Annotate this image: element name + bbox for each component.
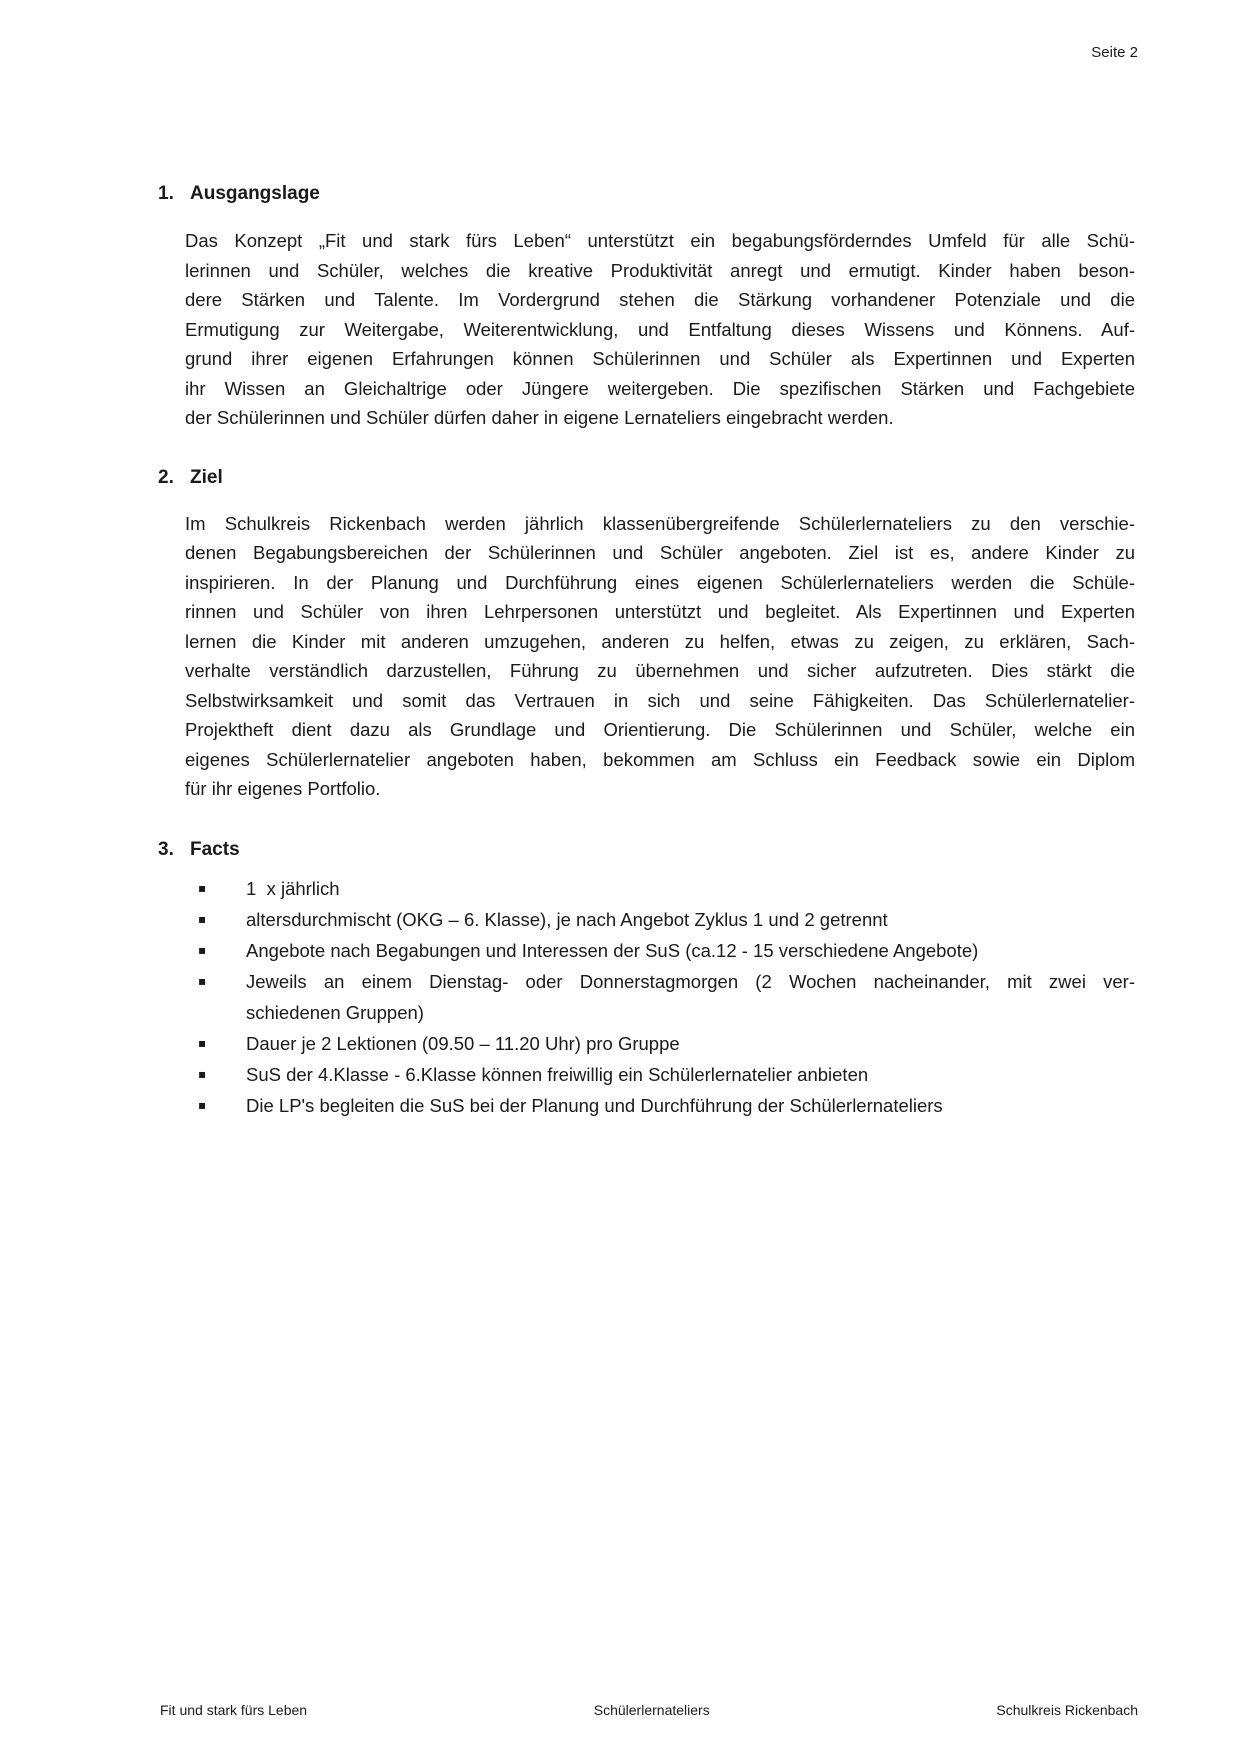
fact-item [158, 935, 1135, 966]
bullet-square-icon: ▪ [198, 911, 207, 926]
text-line: altersdurchmischt (OKG – 6. Klasse), je nach Angebot Zyklus 1 und 2 getrennt [246, 908, 888, 930]
section-heading [158, 467, 1135, 489]
footer-document-title: Fit und stark fürs Leben [160, 1702, 308, 1718]
fact-text [246, 966, 1135, 1028]
text-line: Im Schulkreis Rickenbach werden jährlich klassenübergreifende Schülerlernateliers zu den verschie- [185, 512, 1135, 534]
text-line: dere Stärken und Talente. Im Vordergrund stehen die Stärkung vorhandener Potenziale und die [185, 289, 1135, 310]
text-line: eigenes Schülerlernatelier angeboten haben, bekommen am Schluss ein Feedback sowie ein Diplom [185, 748, 1135, 770]
fact-item [158, 1059, 1135, 1090]
text-line: grund ihrer eigenen Erfahrungen können Schülerinnen und Schüler als Expertinnen und Experten [185, 348, 1135, 369]
text-line: Jeweils an einem Dienstag- oder Donnerstagmorgen (2 Wochen nacheinander, mit zwei ver- [246, 970, 1135, 992]
fact-text [246, 904, 1135, 935]
section-title: Ausgangslage [190, 183, 320, 204]
section-paragraph [185, 509, 1135, 804]
fact-item [158, 1028, 1135, 1059]
section-facts [158, 839, 1135, 1121]
bullet-square-icon: ▪ [198, 942, 207, 957]
section-number: 1. [158, 183, 174, 204]
document-content [158, 0, 1135, 1121]
text-line: verhalte verständlich darzustellen, Führung zu übernehmen und sicher aufzutreten. Dies stärkt die [185, 660, 1135, 681]
section-title: Ziel [190, 466, 223, 488]
text-line: Ermutigung zur Weitergabe, Weiterentwicklung, und Entfaltung dieses Wissens und Könnens. Auf- [185, 318, 1135, 340]
text-line: lerinnen und Schüler, welches die kreative Produktivität anregt und ermutigt. Kinder haben beson- [185, 259, 1135, 281]
section-paragraph [185, 226, 1135, 433]
text-line: SuS der 4.Klasse - 6.Klasse können freiwillig ein Schülerlernatelier anbieten [246, 1063, 869, 1085]
fact-item [158, 904, 1135, 935]
page-footer [160, 1702, 1138, 1719]
page-number-label: Seite 2 [1091, 44, 1138, 61]
text-line: schiedenen Gruppen) [246, 1001, 424, 1023]
fact-text [246, 873, 1135, 904]
text-line: 1 x jährlich [246, 877, 340, 899]
footer-organization: Schulkreis Rickenbach [996, 1702, 1138, 1718]
fact-text [246, 935, 1135, 966]
bullet-square-icon: ▪ [198, 1097, 207, 1112]
text-line: rinnen und Schüler von ihren Lehrpersonen unterstützt und begleitet. Als Expertinnen und Experten [185, 601, 1135, 622]
facts-list [158, 873, 1135, 1121]
text-line: Dauer je 2 Lektionen (09.50 – 11.20 Uhr) pro Gruppe [246, 1032, 680, 1054]
bullet-square-icon: ▪ [198, 1035, 207, 1050]
bullet-square-icon: ▪ [198, 973, 207, 988]
text-line: der Schülerinnen und Schüler dürfen daher in eigene Lernateliers eingebracht werden. [185, 407, 894, 428]
text-line: inspirieren. In der Planung und Durchführung eines eigenen Schülerlernateliers werden die Schüle- [185, 571, 1135, 593]
fact-text [246, 1059, 1135, 1090]
text-line: Das Konzept „Fit und stark fürs Leben“ unterstützt ein begabungsförderndes Umfeld für alle Schü- [185, 230, 1135, 251]
text-line: lernen die Kinder mit anderen umzugehen, anderen zu helfen, etwas zu zeigen, zu erklären, Sach- [185, 630, 1135, 652]
text-line: ihr Wissen an Gleichaltrige oder Jüngere weitergeben. Die spezifischen Stärken und Fachgebiete [185, 377, 1135, 399]
section-ziel [158, 467, 1135, 804]
footer-subject: Schülerlernateliers [593, 1702, 710, 1718]
fact-item [158, 873, 1135, 904]
text-line: Die LP's begleiten die SuS bei der Planung und Durchführung der Schülerlernateliers [246, 1094, 943, 1116]
section-ausgangslage [158, 183, 1135, 433]
fact-text [246, 1028, 1135, 1059]
section-number: 3. [158, 838, 174, 860]
fact-item [158, 966, 1135, 1028]
text-line: Selbstwirksamkeit und somit das Vertrauen in sich und seine Fähigkeiten. Das Schülerlernatelier- [185, 689, 1135, 711]
fact-text [246, 1090, 1135, 1121]
text-line: denen Begabungsbereichen der Schülerinnen und Schüler angeboten. Ziel ist es, andere Kinder zu [185, 542, 1135, 563]
section-title: Facts [190, 838, 240, 860]
section-heading [158, 839, 1135, 861]
bullet-square-icon: ▪ [198, 1066, 207, 1081]
bullet-square-icon: ▪ [198, 880, 207, 895]
text-line: Angebote nach Begabungen und Interessen der SuS (ca.12 - 15 verschiedene Angebote) [246, 939, 979, 961]
section-number: 2. [158, 466, 174, 488]
fact-item [158, 1090, 1135, 1121]
section-heading [158, 183, 1135, 205]
text-line: Projektheft dient dazu als Grundlage und Orientierung. Die Schülerinnen und Schüler, welche ein [185, 719, 1135, 740]
text-line: für ihr eigenes Portfolio. [185, 778, 381, 799]
